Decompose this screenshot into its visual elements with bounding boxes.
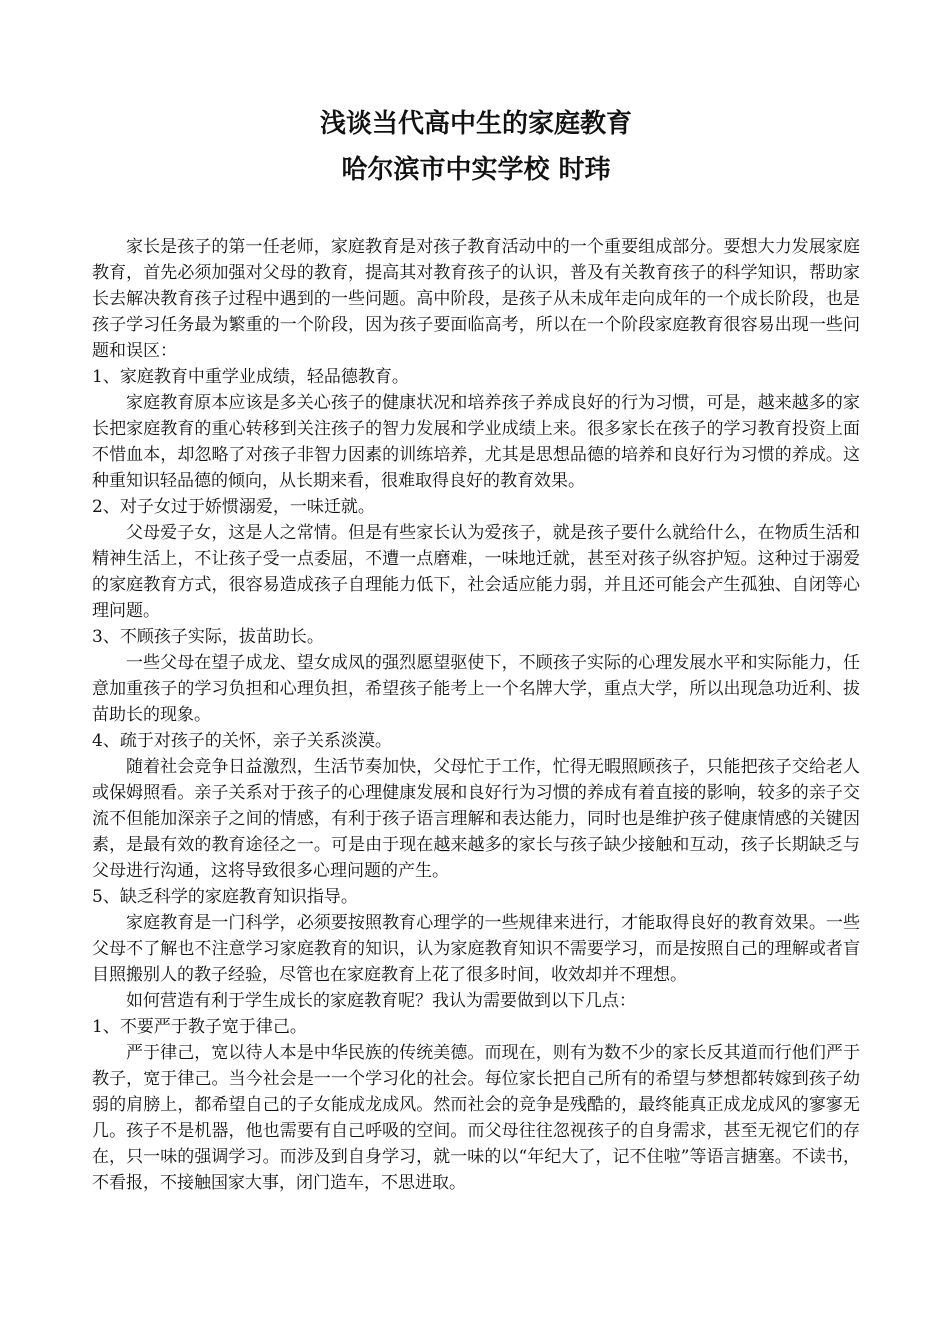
body-paragraph: 家长是孩子的第一任老师，家庭教育是对孩子教育活动中的一个重要组成部分。要想大力发展家庭教育，首先必须加强对父母的教育，提高其对教育孩子的认识，普及有关教育孩子的科学知识，帮助家长去解决教育孩子过程中遇到的一些问题。高中阶段，是孩子从未成年走向成年的一个成长阶段，也是孩子学习任务最为繁重的一个阶段，因为孩子要面临高考，所以在一个阶段家庭教育很容易出现一些问题和误区： bbox=[92, 237, 860, 361]
document-page bbox=[92, 100, 860, 1196]
body-paragraph: 随着社会竞争日益激烈，生活节奏加快，父母忙于工作，忙得无暇照顾孩子，只能把孩子交给老人或保姆照看。亲子关系对于孩子的心理健康发展和良好行为习惯的养成有着直接的影响，较多的亲子交流不但能加深亲子之间的情感，有利于孩子语言理解和表达能力，同时也是维护孩子健康情感的关键因素，是最有效的教育途径之一。可是由于现在越来越多的家长与孩子缺少接触和互动，孩子长期缺乏与父母进行沟通，这将导致很多心理问题的产生。 bbox=[92, 757, 860, 881]
list-heading: 5、缺乏科学的家庭教育知识指导。 bbox=[92, 887, 358, 907]
list-heading: 3、不顾孩子实际，拔苗助长。 bbox=[92, 627, 324, 647]
list-heading: 2、对子女过于娇惯溺爱，一味迁就。 bbox=[92, 497, 375, 517]
body-paragraph: 如何营造有利于学生成长的家庭教育呢？我认为需要做到以下几点： bbox=[126, 991, 636, 1011]
list-heading: 4、疏于对孩子的关怀，亲子关系淡漠。 bbox=[92, 731, 392, 751]
document-title: 浅谈当代高中生的家庭教育 bbox=[319, 109, 632, 139]
document-body bbox=[92, 234, 860, 1196]
body-paragraph: 家庭教育原本应该是多关心孩子的健康状况和培养孩子养成良好的行为习惯，可是，越来越多的家长把家庭教育的重心转移到关注孩子的智力发展和学业成绩上来。很多家长在孩子的学习教育投资上面不惜血本，却忽略了对孩子非智力因素的训练培养，尤其是思想品德的培养和良好行为习惯的养成。这种重知识轻品德的倾向，从长期来看，很难取得良好的教育效果。 bbox=[92, 393, 860, 491]
body-paragraph: 家庭教育是一门科学，必须要按照教育心理学的一些规律来进行，才能取得良好的教育效果。一些父母不了解也不注意学习家庭教育的知识，认为家庭教育知识不需要学习，而是按照自己的理解或者盲目照搬别人的教子经验，尽管也在家庭教育上花了很多时间，收效却并不理想。 bbox=[92, 913, 860, 985]
list-heading: 1、不要严于教子宽于律己。 bbox=[92, 1017, 307, 1037]
body-paragraph: 严于律己，宽以待人本是中华民族的传统美德。而现在，则有为数不少的家长反其道而行他们严于教子，宽于律己。当今社会是一一个学习化的社会。每位家长把自己所有的希望与梦想都转嫁到孩子幼弱的肩膀上，都希望自己的子女能成龙成风。然而社会的竞争是残酷的，最终能真正成龙成风的寥寥无几。孩子不是机器，他也需要有自己呼吸的空间。而父母往往忽视孩子的自身需求，甚至无视它们的存在，只一味的强调学习。而涉及到自身学习，就一味的以“年纪大了，记不住啦”等语言搪塞。不读书，不看报，不接触国家大事，闭门造车，不思进取。 bbox=[92, 1043, 860, 1193]
list-heading: 1、家庭教育中重学业成绩，轻品德教育。 bbox=[92, 367, 409, 387]
body-paragraph: 一些父母在望子成龙、望女成凤的强烈愿望驱使下，不顾孩子实际的心理发展水平和实际能力，任意加重孩子的学习负担和心理负担，希望孩子能考上一个名牌大学，重点大学，所以出现急功近利、拔苗助长的现象。 bbox=[92, 653, 860, 725]
document-author-line: 哈尔滨市中实学校 时玮 bbox=[341, 155, 611, 185]
body-paragraph: 父母爱子女，这是人之常情。但是有些家长认为爱孩子，就是孩子要什么就给什么，在物质生活和精神生活上，不让孩子受一点委屈，不遭一点磨难，一味地迁就，甚至对孩子纵容护短。这种过于溺爱的家庭教育方式，很容易造成孩子自理能力低下，社会适应能力弱，并且还可能会产生孤独、自闭等心理问题。 bbox=[92, 523, 860, 621]
